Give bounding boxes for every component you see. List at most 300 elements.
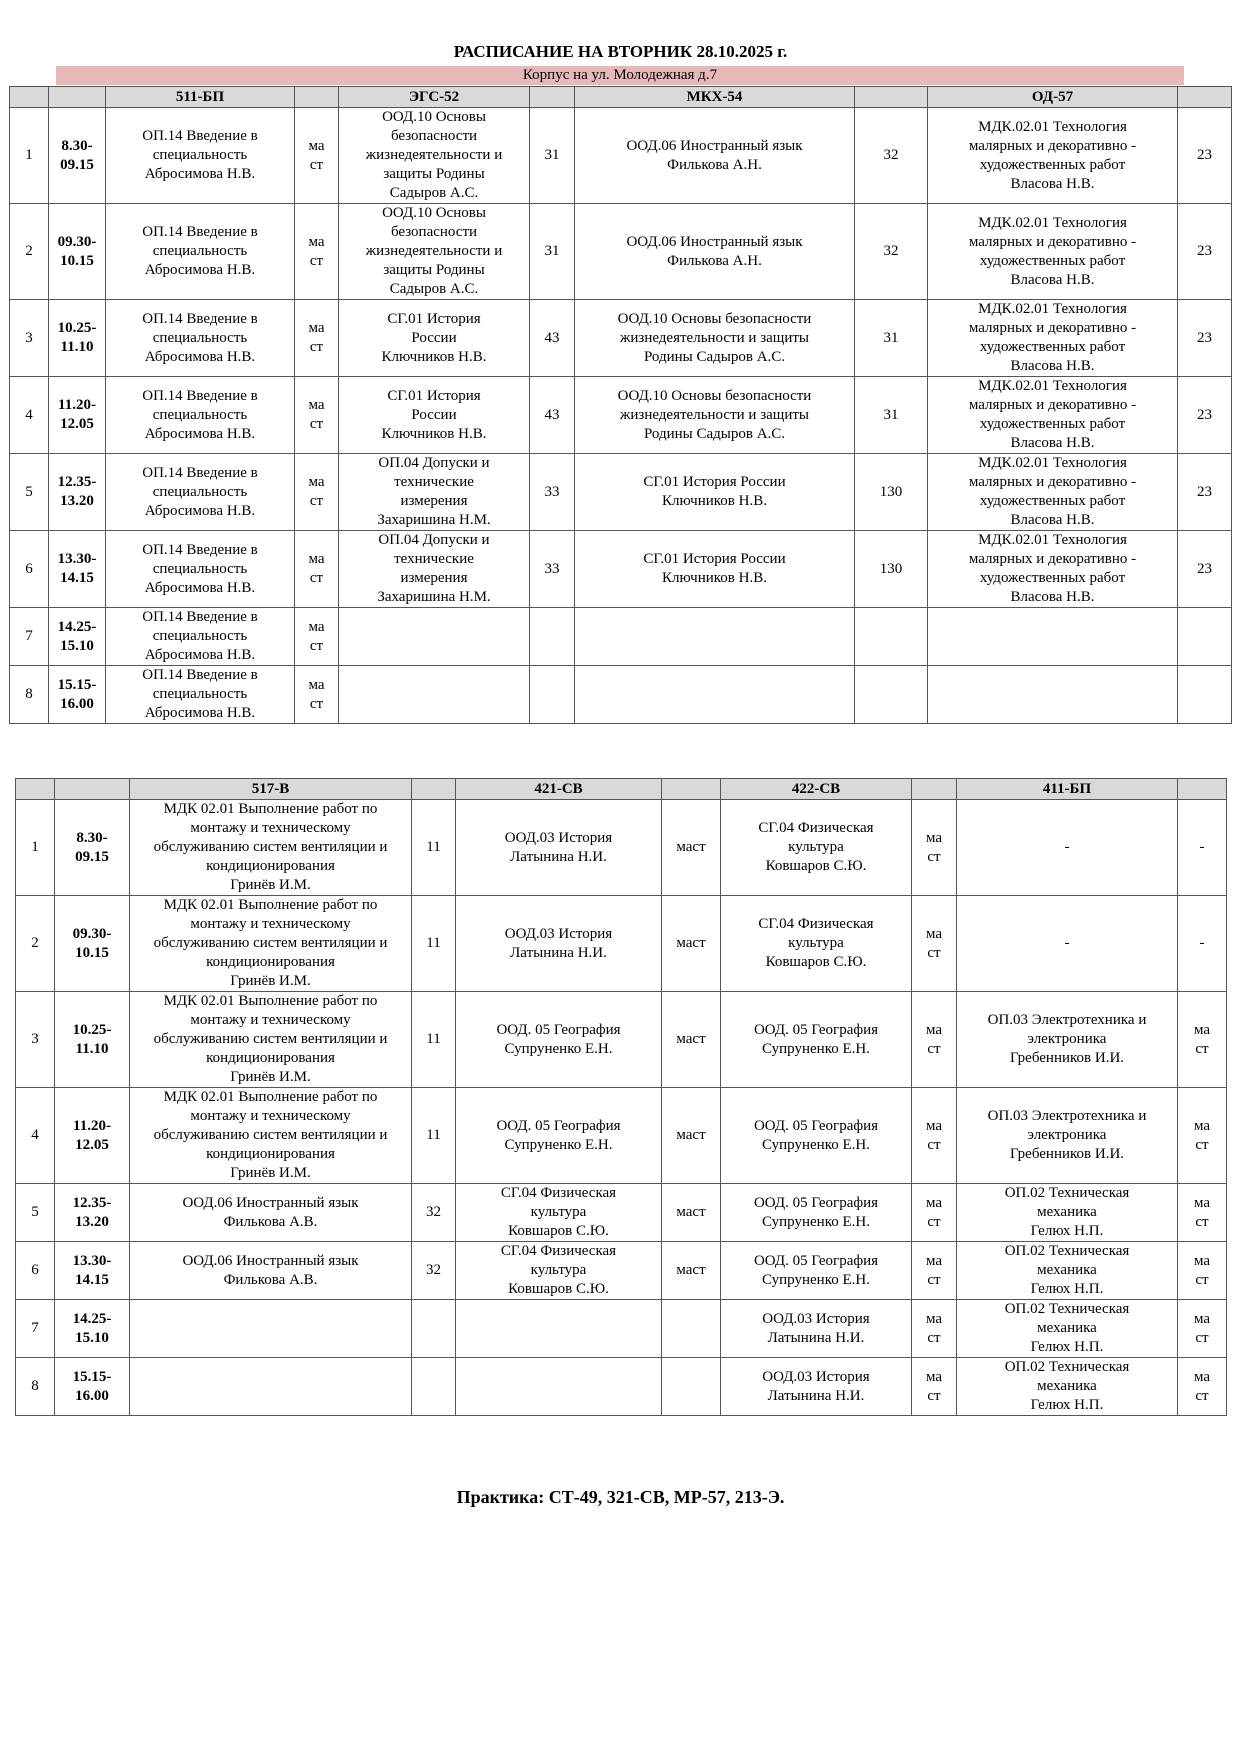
room-cell — [855, 608, 928, 666]
room-cell — [912, 1088, 957, 1184]
subject-cell — [575, 666, 855, 724]
room-cell — [855, 531, 928, 608]
room-cell — [912, 1184, 957, 1242]
room-cell-line: ма — [925, 925, 943, 942]
room-cell — [412, 1300, 456, 1358]
room-cell — [412, 1184, 456, 1242]
room-cell-line: ст — [927, 1329, 941, 1346]
subject-cell-line: - — [1064, 935, 1070, 951]
lesson-number: 6 — [10, 531, 49, 608]
room-cell-line: ма — [308, 137, 325, 154]
header-blank — [912, 779, 957, 800]
room-cell-line: ст — [1195, 1329, 1209, 1346]
lesson-time — [49, 300, 106, 377]
room-cell-line: ма — [925, 1194, 943, 1211]
room-cell-line: 43 — [544, 329, 560, 346]
room-cell — [412, 1358, 456, 1416]
subject-cell — [106, 531, 295, 608]
subject-cell-line: ОП.14 Введение в — [142, 224, 258, 240]
room-cell — [412, 992, 456, 1088]
lesson-time-line: 15.10 — [60, 637, 94, 654]
subject-cell-line: Ковшаров С.Ю. — [508, 1281, 609, 1297]
subject-cell-line: монтажу и техническому — [190, 916, 351, 932]
lesson-time-line: 11.20- — [58, 397, 96, 413]
room-cell-line: 33 — [544, 483, 560, 500]
subject-cell — [957, 1184, 1178, 1242]
room-cell-line: 43 — [544, 406, 560, 423]
lesson-number: 5 — [10, 454, 49, 531]
room-cell — [662, 1242, 721, 1300]
lesson-time-line: 12.35- — [57, 474, 97, 490]
subject-cell-line: специальность — [152, 329, 248, 346]
subject-cell — [106, 454, 295, 531]
subject-cell — [339, 608, 530, 666]
subject-cell — [957, 1088, 1178, 1184]
lesson-time — [55, 1242, 130, 1300]
lesson-row — [16, 896, 1227, 992]
room-cell — [912, 992, 957, 1088]
lesson-number: 8 — [10, 666, 49, 724]
room-cell-line: ст — [309, 416, 324, 432]
room-cell — [912, 1358, 957, 1416]
subject-cell-line: культура — [788, 935, 844, 951]
subject-cell-line: Ключников Н.В. — [662, 493, 767, 509]
room-cell-line: ст — [927, 848, 941, 865]
room-cell-line: 23 — [1197, 147, 1212, 163]
subject-cell — [575, 300, 855, 377]
subject-cell-line: ООД. 05 География — [753, 1021, 879, 1038]
subject-cell — [721, 1184, 912, 1242]
room-cell-line: маст — [676, 839, 706, 855]
subject-cell-line: Власова Н.В. — [1010, 358, 1095, 374]
lesson-time-line: 10.25- — [72, 1021, 112, 1038]
lesson-row — [16, 992, 1227, 1088]
room-cell — [295, 377, 339, 454]
subject-cell-line: Латынина Н.И. — [767, 1387, 865, 1404]
room-cell — [855, 108, 928, 204]
subject-cell-line: ОП.14 Введение в — [142, 310, 258, 327]
lesson-row — [10, 531, 1232, 608]
subject-cell-line: СГ.01 История России — [643, 551, 786, 567]
subject-cell-line: ОП.02 Техническая — [1004, 1301, 1130, 1317]
lesson-time-line: 16.00 — [75, 1387, 109, 1404]
subject-cell — [575, 531, 855, 608]
group-header: 517-В — [130, 779, 412, 800]
subject-cell — [721, 1088, 912, 1184]
subject-cell-line: кондиционирования — [206, 858, 335, 874]
room-cell-line: ст — [927, 1387, 941, 1404]
subject-cell-line: жизнедеятельности и защиты — [620, 329, 809, 346]
header-blank — [855, 87, 928, 108]
subject-cell-line: Абросимова Н.В. — [144, 579, 256, 596]
room-cell-line: ст — [1195, 1387, 1209, 1404]
room-cell-line: 31 — [544, 243, 560, 259]
room-cell-line: ма — [308, 551, 325, 567]
lesson-time-line: 14.25- — [72, 1310, 112, 1327]
room-cell — [1178, 204, 1232, 300]
group-header: 421-СВ — [456, 779, 662, 800]
subject-cell — [957, 992, 1178, 1088]
subject-cell — [957, 1300, 1178, 1358]
subject-cell-line: МДК.02.01 Технология — [978, 532, 1127, 548]
subject-cell-line: СГ.04 Физическая — [758, 820, 874, 836]
room-cell-line: ст — [1195, 1040, 1209, 1057]
lesson-number: 6 — [16, 1242, 55, 1300]
lesson-time — [49, 531, 106, 608]
subject-cell-line: художественных работ — [979, 416, 1126, 432]
room-cell — [662, 1088, 721, 1184]
subject-cell-line: Филькова А.Н. — [667, 156, 762, 173]
room-cell-line: ма — [925, 1021, 943, 1038]
room-cell-line: маст — [676, 1262, 706, 1278]
subject-cell-line: Латынина Н.И. — [510, 944, 607, 961]
subject-cell — [339, 454, 530, 531]
subject-cell — [456, 1300, 662, 1358]
subject-cell-line: малярных и декоративно - — [968, 474, 1137, 490]
room-cell-line: ст — [927, 944, 941, 961]
subject-cell-line: ООД. 05 География — [753, 1117, 879, 1134]
subject-cell-line: Гринёв И.М. — [230, 877, 311, 893]
subject-cell-line: механика — [1037, 1320, 1097, 1336]
subject-cell-line: Латынина Н.И. — [510, 848, 607, 865]
room-cell — [662, 1184, 721, 1242]
subject-cell-line: художественных работ — [979, 252, 1126, 269]
room-cell — [295, 531, 339, 608]
lesson-time-line: 09.15 — [75, 848, 109, 865]
room-cell-line: ма — [1193, 1368, 1211, 1385]
room-cell-line: 130 — [879, 560, 903, 577]
subject-cell — [928, 531, 1178, 608]
subject-cell-line: электроника — [1027, 1127, 1107, 1143]
room-cell — [530, 608, 575, 666]
subject-cell-line: кондиционирования — [206, 954, 335, 970]
subject-cell-line: ОП.04 Допуски и — [378, 532, 490, 548]
subject-cell-line: Ковшаров С.Ю. — [508, 1223, 609, 1239]
subject-cell — [928, 300, 1178, 377]
subject-cell — [575, 204, 855, 300]
room-cell — [662, 896, 721, 992]
subject-cell-line: Ключников Н.В. — [381, 425, 487, 442]
room-cell-line: ст — [309, 252, 324, 269]
subject-cell — [339, 666, 530, 724]
room-cell-line: ма — [308, 397, 325, 413]
subject-cell-line: малярных и декоративно - — [968, 233, 1137, 250]
lesson-time-line: 11.10 — [60, 339, 94, 355]
subject-cell — [106, 608, 295, 666]
room-cell-line: 31 — [883, 406, 899, 423]
subject-cell-line: обслуживанию систем вентиляции и — [153, 839, 388, 855]
room-cell — [855, 454, 928, 531]
lesson-time-line: 12.05 — [60, 416, 94, 432]
room-cell-line: 32 — [426, 1262, 441, 1278]
subject-cell — [957, 896, 1178, 992]
subject-cell — [130, 1358, 412, 1416]
subject-cell — [106, 300, 295, 377]
subject-cell-line: Родины Садыров А.С. — [643, 425, 786, 442]
subject-cell — [721, 1358, 912, 1416]
subject-cell-line: измерения — [400, 570, 468, 586]
lesson-time-line: 14.25- — [57, 618, 97, 635]
room-cell-line: ма — [1193, 1310, 1211, 1327]
lesson-row — [10, 377, 1232, 454]
room-cell — [295, 204, 339, 300]
subject-cell-line: кондиционирования — [206, 1146, 335, 1162]
subject-cell-line: ООД.03 История — [504, 925, 613, 942]
lesson-time-line: 10.25- — [57, 320, 97, 336]
lesson-time-line: 15.15- — [57, 676, 97, 693]
subject-cell — [130, 1184, 412, 1242]
room-cell — [855, 300, 928, 377]
subject-cell-line: СГ.01 История — [387, 387, 481, 404]
subject-cell-line: Гребенников И.И. — [1009, 1146, 1125, 1162]
subject-cell-line: механика — [1037, 1378, 1097, 1394]
subject-cell-line: России — [411, 329, 457, 346]
room-cell — [412, 1242, 456, 1300]
subject-cell — [339, 531, 530, 608]
room-cell-line: маст — [676, 1127, 706, 1143]
room-cell-line: - — [1199, 935, 1205, 951]
lesson-time-line: 13.30- — [72, 1252, 112, 1269]
subject-cell-line: малярных и декоративно - — [968, 320, 1137, 336]
subject-cell-line: Власова Н.В. — [1010, 512, 1095, 528]
subject-cell-line: монтажу и техническому — [190, 820, 351, 836]
room-cell — [1178, 1184, 1227, 1242]
subject-cell-line: МДК.02.01 Технология — [978, 455, 1127, 471]
room-cell-line: 11 — [426, 1127, 441, 1143]
lesson-time — [55, 1358, 130, 1416]
group-header: 511-БП — [106, 87, 295, 108]
subject-cell — [928, 666, 1178, 724]
subject-cell-line: Абросимова Н.В. — [144, 348, 256, 365]
subject-cell-line: кондиционирования — [206, 1050, 335, 1066]
lesson-row — [16, 1300, 1227, 1358]
subject-cell-line: ОП.02 Техническая — [1004, 1243, 1130, 1259]
room-cell — [412, 800, 456, 896]
lesson-time-line: 12.35- — [72, 1194, 112, 1211]
subject-cell-line: Власова Н.В. — [1010, 175, 1095, 192]
subject-cell-line: Филькова А.Н. — [667, 252, 762, 269]
subject-cell-line: монтажу и техническому — [190, 1108, 351, 1124]
subject-cell-line: ОП.04 Допуски и — [378, 455, 490, 471]
room-cell — [1178, 992, 1227, 1088]
subject-cell-line: России — [411, 406, 457, 423]
subject-cell-line: Гелюх Н.П. — [1030, 1281, 1104, 1297]
subject-cell-line: механика — [1037, 1262, 1097, 1278]
subject-cell — [339, 204, 530, 300]
building-banner: Корпус на ул. Молодежная д.7 — [56, 66, 1184, 85]
lesson-time — [55, 992, 130, 1088]
subject-cell-line: художественных работ — [979, 339, 1126, 355]
room-cell — [1178, 300, 1232, 377]
subject-cell-line: - — [1064, 839, 1070, 855]
room-cell-line: маст — [676, 1204, 706, 1220]
room-cell — [530, 666, 575, 724]
room-cell-line: 32 — [883, 147, 899, 163]
room-cell — [662, 1300, 721, 1358]
lesson-time-line: 09.30- — [57, 233, 97, 250]
subject-cell-line: ОП.14 Введение в — [142, 609, 258, 625]
lesson-time-line: 13.30- — [57, 551, 97, 567]
room-cell — [1178, 108, 1232, 204]
room-cell-line: ма — [1193, 1021, 1211, 1038]
room-cell — [530, 377, 575, 454]
lesson-number: 1 — [10, 108, 49, 204]
lesson-row — [10, 608, 1232, 666]
room-cell — [1178, 666, 1232, 724]
room-cell-line: 31 — [544, 147, 560, 163]
subject-cell-line: ООД.03 История — [762, 1368, 870, 1385]
subject-cell-line: художественных работ — [979, 156, 1126, 173]
subject-cell-line: Власова Н.В. — [1010, 271, 1095, 288]
room-cell-line: 23 — [1197, 329, 1212, 346]
room-cell — [662, 992, 721, 1088]
subject-cell — [456, 800, 662, 896]
subject-cell-line: ОП.03 Электротехника и — [987, 1012, 1147, 1028]
header-blank — [55, 779, 130, 800]
lesson-row — [16, 1088, 1227, 1184]
subject-cell-line: технические — [394, 474, 474, 490]
subject-cell-line: обслуживанию систем вентиляции и — [153, 1127, 388, 1143]
room-cell-line: 23 — [1197, 560, 1212, 577]
room-cell-line: ма — [308, 474, 325, 490]
room-cell — [1178, 377, 1232, 454]
subject-cell — [928, 204, 1178, 300]
subject-cell — [721, 992, 912, 1088]
lesson-number: 7 — [10, 608, 49, 666]
room-cell — [295, 608, 339, 666]
room-cell-line: ма — [925, 1117, 943, 1134]
subject-cell — [928, 377, 1178, 454]
group-header: МКХ-54 — [575, 87, 855, 108]
lesson-time-line: 8.30- — [61, 137, 93, 154]
room-cell-line: ст — [309, 695, 324, 712]
lesson-time — [49, 377, 106, 454]
room-cell — [912, 1242, 957, 1300]
subject-cell-line: ООД.10 Основы — [382, 109, 486, 125]
room-cell — [1178, 454, 1232, 531]
lesson-number: 1 — [16, 800, 55, 896]
room-cell — [295, 300, 339, 377]
room-cell — [295, 108, 339, 204]
lesson-row — [10, 300, 1232, 377]
room-cell-line: ма — [1193, 1194, 1211, 1211]
lesson-number: 4 — [10, 377, 49, 454]
subject-cell — [575, 608, 855, 666]
subject-cell — [575, 377, 855, 454]
room-cell — [662, 1358, 721, 1416]
lesson-time — [49, 204, 106, 300]
subject-cell-line: монтажу и техническому — [190, 1012, 351, 1028]
lesson-time-line: 10.15 — [60, 252, 94, 269]
subject-cell-line: МДК 02.01 Выполнение работ по — [163, 897, 378, 913]
subject-cell — [130, 896, 412, 992]
subject-cell — [130, 800, 412, 896]
subject-cell-line: защиты Родины — [383, 262, 485, 278]
subject-cell-line: обслуживанию систем вентиляции и — [153, 935, 388, 951]
subject-cell-line: Родины Садыров А.С. — [643, 348, 786, 365]
room-cell-line: ст — [1195, 1213, 1209, 1230]
subject-cell-line: ООД.06 Иностранный язык — [182, 1252, 359, 1269]
lesson-time-line: 09.15 — [60, 156, 94, 173]
lesson-number: 7 — [16, 1300, 55, 1358]
lesson-number: 4 — [16, 1088, 55, 1184]
subject-cell-line: Гелюх Н.П. — [1030, 1339, 1104, 1355]
subject-cell-line: ОП.02 Техническая — [1004, 1359, 1130, 1375]
subject-cell-line: Супруненко Е.Н. — [762, 1040, 870, 1057]
subject-cell-line: Абросимова Н.В. — [144, 502, 256, 519]
lesson-time — [55, 896, 130, 992]
subject-cell-line: МДК.02.01 Технология — [978, 118, 1127, 135]
lesson-time — [49, 608, 106, 666]
lesson-time-line: 11.10 — [75, 1040, 109, 1057]
room-cell-line: 32 — [883, 243, 899, 259]
lesson-time — [49, 454, 106, 531]
room-cell-line: ма — [925, 1368, 943, 1385]
room-cell — [855, 204, 928, 300]
group-header: ОД-57 — [928, 87, 1178, 108]
room-cell-line: ст — [1195, 1271, 1209, 1288]
room-cell-line: ма — [308, 320, 325, 336]
room-cell — [912, 800, 957, 896]
room-cell — [855, 666, 928, 724]
subject-cell-line: Абросимова Н.В. — [144, 262, 256, 278]
room-cell — [1178, 1358, 1227, 1416]
lesson-time-line: 14.15 — [75, 1271, 109, 1288]
subject-cell — [130, 1088, 412, 1184]
schedule-title: РАСПИСАНИЕ НА ВТОРНИК 28.10.2025 г. — [453, 42, 788, 61]
subject-cell-line: МДК 02.01 Выполнение работ по — [163, 1089, 378, 1105]
subject-cell — [130, 1300, 412, 1358]
subject-cell-line: Филькова А.В. — [223, 1213, 318, 1230]
room-cell — [1178, 1242, 1227, 1300]
lesson-row — [16, 1242, 1227, 1300]
lesson-time — [49, 666, 106, 724]
lesson-time — [49, 108, 106, 204]
subject-cell-line: МДК 02.01 Выполнение работ по — [163, 801, 378, 817]
subject-cell-line: Садыров А.С. — [389, 281, 479, 297]
subject-cell-line: специальность — [152, 147, 248, 163]
room-cell-line: ма — [925, 829, 943, 846]
subject-cell-line: ОП.14 Введение в — [142, 667, 258, 683]
room-cell — [912, 896, 957, 992]
subject-cell-line: СГ.01 История — [387, 310, 481, 327]
lesson-row — [16, 1358, 1227, 1416]
room-cell-line: ст — [309, 339, 324, 355]
subject-cell-line: Власова Н.В. — [1010, 589, 1095, 605]
room-cell — [1178, 896, 1227, 992]
lesson-time-line: 11.20- — [73, 1117, 111, 1134]
lesson-row — [10, 108, 1232, 204]
subject-cell — [928, 108, 1178, 204]
subject-cell-line: МДК.02.01 Технология — [978, 301, 1127, 317]
header-blank — [412, 779, 456, 800]
subject-cell-line: СГ.04 Физическая — [758, 916, 874, 932]
group-header: 422-СВ — [721, 779, 912, 800]
subject-cell-line: Супруненко Е.Н. — [762, 1271, 870, 1288]
room-cell — [295, 666, 339, 724]
subject-cell-line: Ковшаров С.Ю. — [765, 858, 867, 874]
room-cell-line: 11 — [426, 839, 441, 855]
room-cell-line: ст — [927, 1040, 941, 1057]
subject-cell-line: безопасности — [390, 128, 478, 144]
subject-cell-line: Гребенников И.И. — [1009, 1050, 1125, 1066]
subject-cell-line: специальность — [152, 560, 248, 577]
room-cell — [530, 454, 575, 531]
subject-cell-line: ООД.06 Иностранный язык — [182, 1194, 359, 1211]
header-blank — [662, 779, 721, 800]
room-cell — [1178, 1088, 1227, 1184]
subject-cell-line: Супруненко Е.Н. — [504, 1040, 613, 1057]
